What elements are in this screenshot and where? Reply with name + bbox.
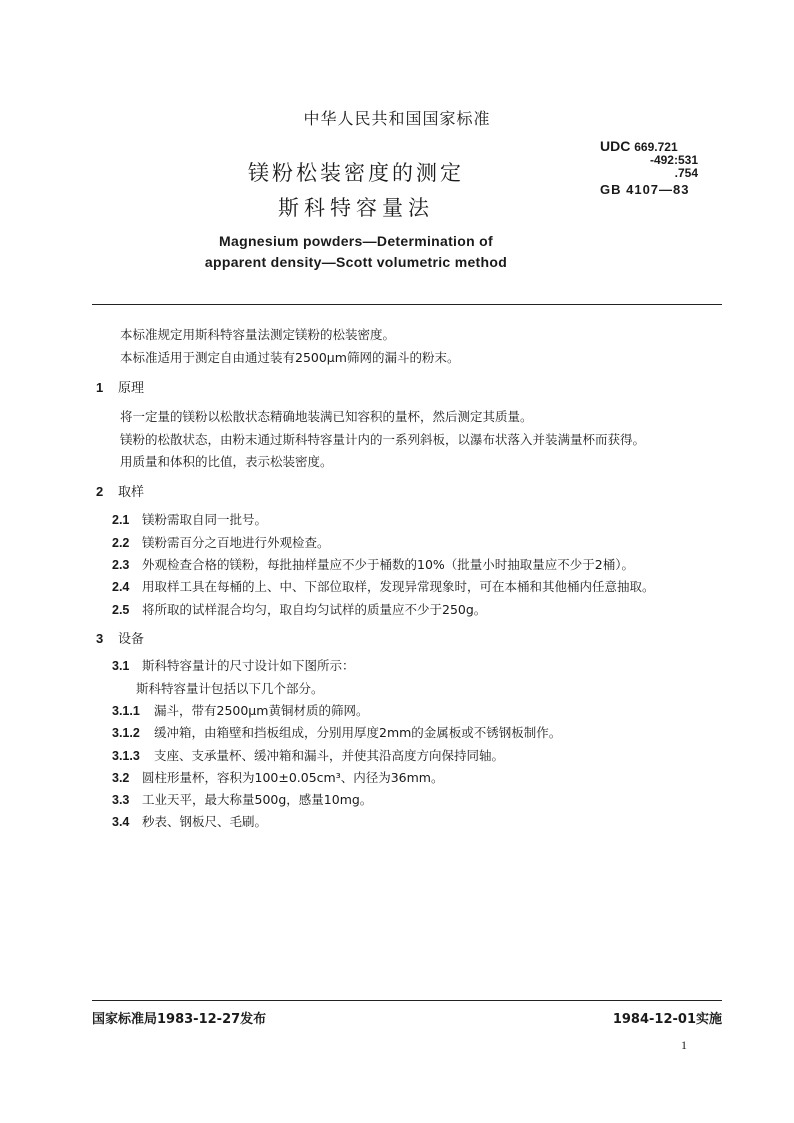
section-title: 取样 — [118, 485, 145, 500]
item-number: 3.3 — [112, 793, 130, 807]
list-item — [112, 790, 372, 808]
item-text: 将所取的试样混合均匀，取自均匀试样的质量应不少于250g。 — [142, 602, 487, 617]
header-divider — [92, 304, 722, 305]
item-text: 镁粉需百分之百地进行外观检查。 — [142, 535, 330, 550]
item-text: 斯科特容量计的尺寸设计如下图所示： — [142, 658, 355, 673]
udc-label: UDC — [600, 138, 631, 154]
list-item — [112, 701, 368, 719]
item-number: 2.1 — [112, 513, 130, 527]
section-3-heading — [96, 628, 144, 647]
item-number: 3.1 — [112, 659, 130, 673]
udc-number-1: 669.721 — [634, 140, 678, 154]
item-text: 秒表、钢板尺、毛刷。 — [142, 814, 268, 829]
item-text: 用取样工具在每桶的上、中、下部位取样，发现异常现象时，可在本桶和其他桶内任意抽取。 — [142, 579, 655, 594]
section-title: 原理 — [118, 381, 145, 396]
gb-code: GB 4107—83 — [600, 182, 690, 197]
item-text: 工业天平，最大称量500g，感量10mg。 — [142, 792, 373, 807]
item-number: 2.3 — [112, 558, 130, 572]
list-item — [112, 723, 561, 741]
list-item — [112, 533, 330, 551]
intro-line-2: 本标准适用于测定自由通过装有2500μm筛网的漏斗的粉末。 — [120, 350, 460, 365]
udc-number-2: -492:531 — [649, 153, 698, 167]
item-text: 圆柱形量杯，容积为100±0.05cm³、内径为36mm。 — [142, 770, 444, 785]
item-number: 2.5 — [112, 603, 130, 617]
list-item — [112, 510, 267, 528]
section-1-heading — [96, 377, 144, 396]
section-number: 1 — [96, 380, 104, 395]
item-text: 外观检查合格的镁粉，每批抽样量应不少于桶数的10%（批量小时抽取量应不少于2桶）。 — [142, 557, 634, 572]
section-2-heading — [96, 481, 144, 500]
page-number: 1 — [681, 1038, 687, 1052]
section-1-para-3: 用质量和体积的比值，表示松装密度。 — [120, 454, 333, 469]
english-title-line2: apparent density—Scott volumetric method — [204, 254, 508, 270]
effective-date: 1984-12-01实施 — [612, 1012, 722, 1027]
list-item — [112, 555, 634, 573]
list-item — [112, 768, 443, 786]
english-title-line1: Magnesium powders—Determination of — [219, 233, 493, 249]
item-number: 3.4 — [112, 815, 130, 829]
section-title: 设备 — [118, 632, 145, 647]
section-number: 2 — [96, 484, 104, 499]
section-number: 3 — [96, 631, 104, 646]
list-item — [136, 679, 324, 697]
issue-date: 国家标准局1983-12-27发布 — [92, 1012, 267, 1027]
item-number: 2.4 — [112, 580, 130, 594]
intro-line-1: 本标准规定用斯科特容量法测定镁粉的松装密度。 — [120, 327, 396, 342]
list-item — [112, 746, 504, 764]
page-title-line1: 镁粉松装密度的测定 — [248, 161, 464, 185]
list-item — [112, 600, 486, 618]
item-number: 3.2 — [112, 771, 130, 785]
item-number: 3.1.2 — [112, 726, 140, 740]
list-item — [112, 812, 267, 830]
page-title-line2: 斯科特容量法 — [278, 196, 434, 220]
udc-line1 — [600, 138, 720, 154]
item-number: 2.2 — [112, 536, 130, 550]
item-text: 斯科特容量计包括以下几个部分。 — [136, 681, 324, 696]
item-text: 缓冲箱，由箱壁和挡板组成，分别用厚度2mm的金属板或不锈钢板制作。 — [154, 725, 562, 740]
item-text: 镁粉需取自同一批号。 — [142, 512, 268, 527]
item-number: 3.1.1 — [112, 704, 140, 718]
footer-divider — [92, 1000, 722, 1001]
udc-number-3: .754 — [674, 166, 698, 180]
udc-block — [600, 138, 720, 197]
standard-label: 中华人民共和国国家标准 — [303, 109, 491, 128]
item-text: 支座、支承量杯、缓冲箱和漏斗，并使其沿高度方向保持同轴。 — [154, 748, 505, 763]
section-1-para-2: 镁粉的松散状态，由粉末通过斯科特容量计内的一系列斜板，以瀑布状落入并装满量杯而获得。 — [120, 432, 646, 447]
list-item — [112, 656, 355, 674]
section-1-para-1: 将一定量的镁粉以松散状态精确地装满已知容积的量杯，然后测定其质量。 — [120, 409, 533, 424]
list-item — [112, 577, 655, 595]
item-text: 漏斗，带有2500μm黄铜材质的筛网。 — [154, 703, 369, 718]
item-number: 3.1.3 — [112, 749, 140, 763]
